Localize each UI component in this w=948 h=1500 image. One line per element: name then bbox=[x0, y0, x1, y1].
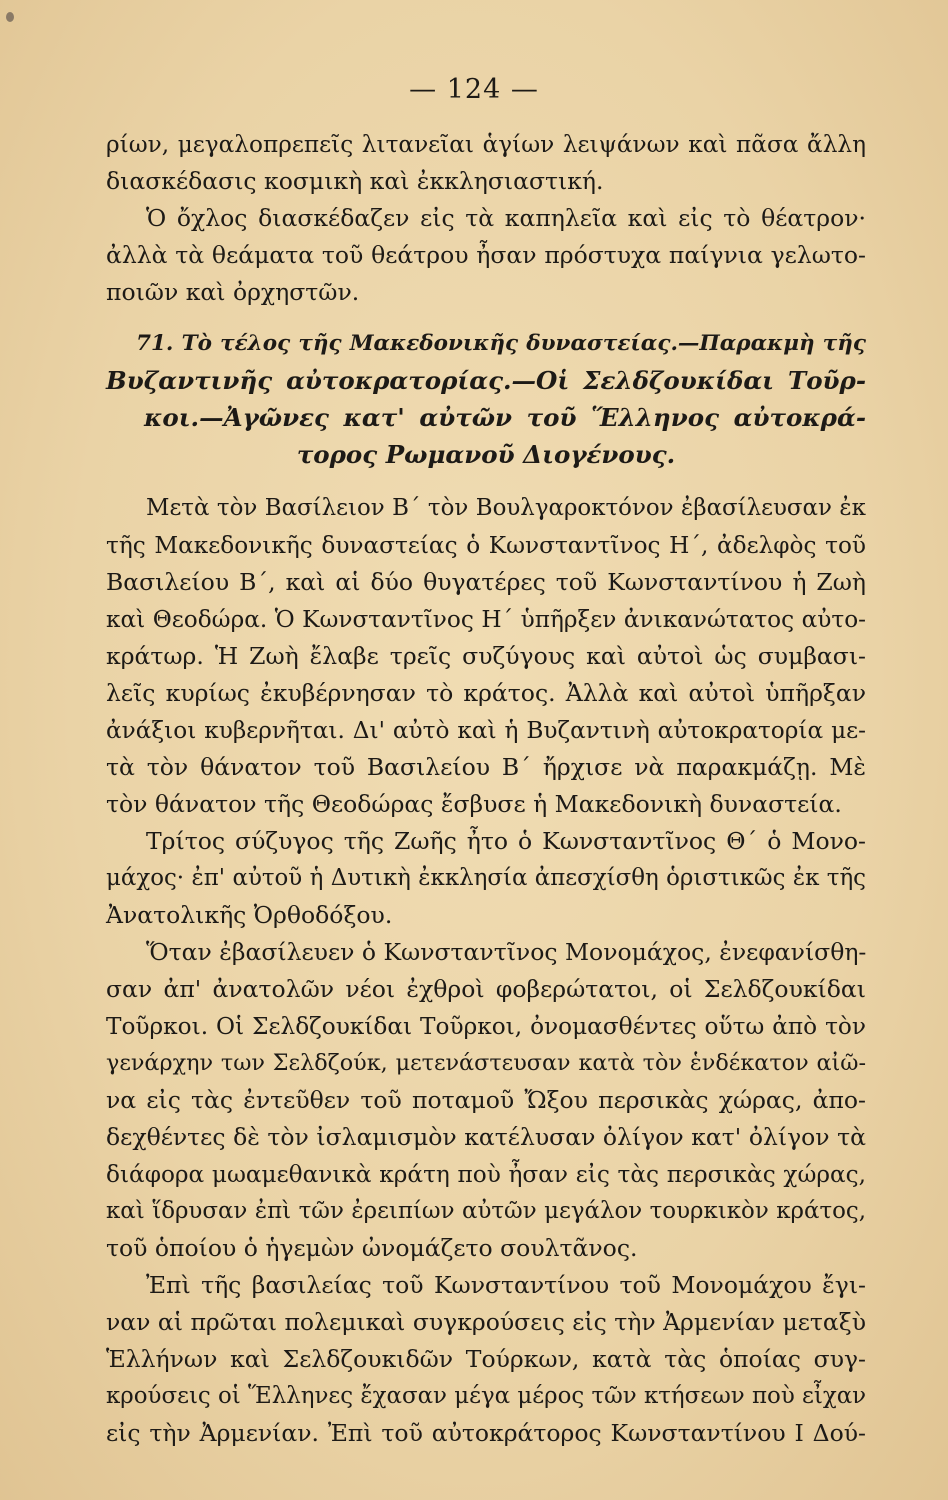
text-line: διασκέδασις κοσμικὴ καὶ ἐκκλησιαστική. bbox=[106, 167, 604, 195]
text-line: σαν ἀπ' ἀνατολῶν νέοι ἐχθροὶ φοβερώτατοι, οἱ Σελδζουκίδαι bbox=[106, 975, 866, 1003]
heading-line: τορος Ρωμανοῦ Διογένους. bbox=[296, 440, 676, 469]
text-line: τοῦ ὁποίου ὁ ἡγεμὼν ὠνομάζετο σουλτᾶνος. bbox=[106, 1234, 638, 1262]
text-line: Τρίτος σύζυγος τῆς Ζωῆς ἦτο ὁ Κωνσταντῖνος Θ΄ ὁ Μονο- bbox=[146, 827, 866, 855]
text-line: γενάρχην των Σελδζούκ, μετενάστευσαν κατὰ τὸν ἑνδέκατον αἰῶ- bbox=[106, 1050, 866, 1076]
text-line: Ἀνατολικῆς Ὀρθοδόξου. bbox=[106, 901, 393, 929]
paragraph bbox=[106, 823, 866, 934]
paragraph bbox=[106, 1267, 866, 1452]
paragraph bbox=[106, 934, 866, 1267]
page-number: — 124 — bbox=[409, 74, 539, 105]
text-line: Μετὰ τὸν Βασίλειον Β΄ τὸν Βουλγαροκτόνον ἐβασίλευσαν ἐκ bbox=[146, 495, 866, 521]
text-line: εἰς τὴν Ἀρμενίαν. Ἐπὶ τοῦ αὐτοκράτορος Κωνσταντίνου Ι Δού- bbox=[106, 1419, 866, 1447]
section-heading bbox=[106, 325, 866, 473]
paragraph bbox=[106, 490, 866, 823]
text-line: ἀλλὰ τὰ θεάματα τοῦ θεάτρου ἦσαν πρόστυχα παίγνια γελωτο- bbox=[106, 241, 866, 269]
heading-line: κοι.—Ἀγῶνες κατ' αὐτῶν τοῦ Ἕλληνος αὐτοκρά- bbox=[144, 403, 866, 432]
text-line: ρίων, μεγαλοπρεπεῖς λιτανεῖαι ἁγίων λειψάνων καὶ πᾶσα ἄλλη bbox=[106, 131, 866, 158]
text-line: λεῖς κυρίως ἐκυβέρνησαν τὸ κράτος. Ἀλλὰ καὶ αὐτοὶ ὑπῆρξαν bbox=[106, 679, 866, 707]
intro-paragraph bbox=[106, 126, 866, 200]
text-line: ἀνάξιοι κυβερνῆται. Δι' αὐτὸ καὶ ἡ Βυζαντινὴ αὐτοκρατορία με- bbox=[106, 717, 866, 744]
page-body bbox=[106, 126, 866, 1452]
heading-line: Βυζαντινῆς αὐτοκρατορίας.—Οἱ Σελδζουκίδαι Τοῦρ- bbox=[106, 366, 866, 395]
text-line: μάχος· ἐπ' αὐτοῦ ἡ Δυτικὴ ἐκκλησία ἀπεσχίσθη ὁριστικῶς ἐκ τῆς bbox=[106, 865, 866, 891]
paragraph bbox=[106, 200, 866, 311]
text-line: καὶ Θεοδώρα. Ὁ Κωνσταντῖνος Η΄ ὑπῆρξεν ἀνικανώτατος αὐτο- bbox=[106, 606, 866, 633]
text-line: δεχθέντες δὲ τὸν ἰσλαμισμὸν κατέλυσαν ὀλίγον κατ' ὀλίγον τὰ bbox=[106, 1123, 866, 1151]
text-line: διάφορα μωαμεθανικὰ κράτη ποὺ ἦσαν εἰς τὰς περσικὰς χώρας, bbox=[106, 1161, 866, 1188]
text-line: κρούσεις οἱ Ἕλληνες ἔχασαν μέγα μέρος τῶν κτήσεων ποὺ εἶχαν bbox=[106, 1383, 867, 1409]
heading-line: 71. Τὸ τέλος τῆς Μακεδονικῆς δυναστείας.—Παρακμὴ τῆς bbox=[136, 331, 866, 356]
text-line: ναν αἱ πρῶται πολεμικαὶ συγκρούσεις εἰς τὴν Ἀρμενίαν μεταξὺ bbox=[106, 1308, 866, 1336]
text-line: Ὅταν ἐβασίλευεν ὁ Κωνσταντῖνος Μονομάχος, ἐνεφανίσθη- bbox=[146, 938, 867, 966]
text-line: Ἑλλήνων καὶ Σελδζουκιδῶν Τούρκων, κατὰ τὰς ὁποίας συγ- bbox=[106, 1345, 866, 1373]
text-line: κράτωρ. Ἡ Ζωὴ ἔλαβε τρεῖς συζύγους καὶ αὐτοὶ ὡς συμβασι- bbox=[106, 642, 866, 670]
text-line: τὸν θάνατον τῆς Θεοδώρας ἔσβυσε ἡ Μακεδονικὴ δυναστεία. bbox=[106, 790, 842, 818]
ink-spot bbox=[6, 12, 14, 22]
text-line: Τοῦρκοι. Οἱ Σελδζουκίδαι Τοῦρκοι, ὀνομασθέντες οὕτω ἀπὸ τὸν bbox=[106, 1013, 866, 1040]
text-line: καὶ ἵδρυσαν ἐπὶ τῶν ἐρειπίων αὐτῶν μεγάλον τουρκικὸν κράτος, bbox=[106, 1198, 866, 1224]
text-line: τὰ τὸν θάνατον τοῦ Βασιλείου Β΄ ἤρχισε νὰ παρακμάζῃ. Μὲ bbox=[106, 753, 866, 781]
text-line: ποιῶν καὶ ὀρχηστῶν. bbox=[106, 278, 360, 306]
text-line: Ὁ ὄχλος διασκέδαζεν εἰς τὰ καπηλεῖα καὶ εἰς τὸ θέατρον· bbox=[146, 204, 866, 232]
text-line: τῆς Μακεδονικῆς δυναστείας ὁ Κωνσταντῖνος Η΄, ἀδελφὸς τοῦ bbox=[106, 532, 866, 559]
text-line: να εἰς τὰς ἐντεῦθεν τοῦ ποταμοῦ Ὤξου περσικὰς χώρας, ἀπο- bbox=[106, 1086, 866, 1114]
text-line: Βασιλείου Β΄, καὶ αἱ δύο θυγατέρες τοῦ Κωνσταντίνου ἡ Ζωὴ bbox=[106, 568, 866, 596]
text-line: Ἐπὶ τῆς βασιλείας τοῦ Κωνσταντίνου τοῦ Μονομάχου ἔγι- bbox=[146, 1271, 866, 1299]
